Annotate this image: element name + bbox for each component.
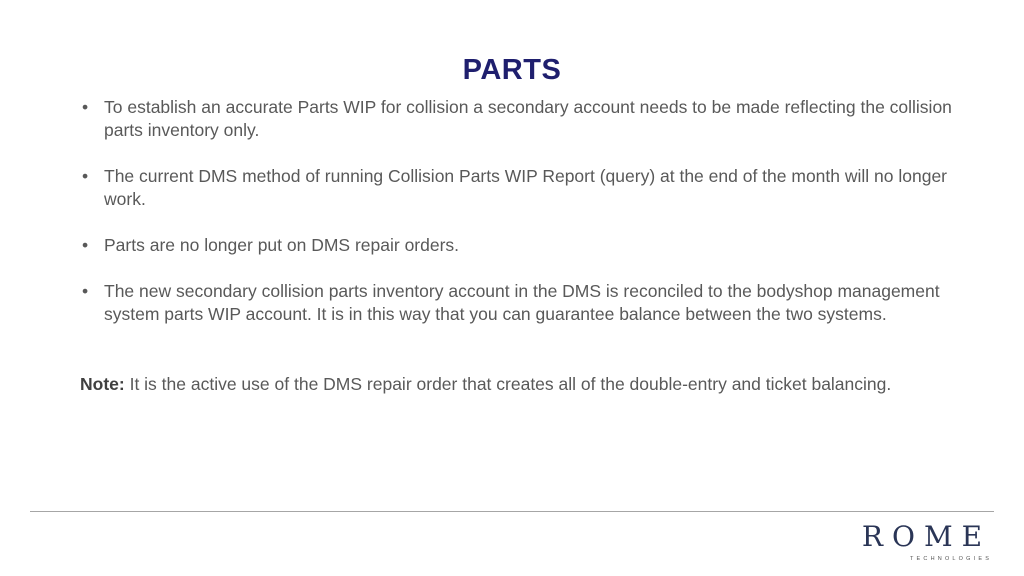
bullet-item [80,234,960,257]
logo-wordmark: ROME [861,520,992,553]
note-paragraph [80,373,960,396]
bullet-item [80,280,960,326]
bullet-item [80,96,960,142]
note-text: It is the active use of the DMS repair order that creates all of the double-entry and ticket balancing. [124,374,892,394]
bullet-marker: • [82,281,89,301]
bullet-list [80,96,960,349]
bullet-text: To establish an accurate Parts WIP for collision a secondary account needs to be made reflecting the collision parts inventory only. [104,97,952,140]
company-logo [850,520,994,568]
bullet-marker: • [82,166,89,186]
note-label: Note: [80,374,125,394]
bullet-text: Parts are no longer put on DMS repair orders. [104,235,460,255]
bullet-marker: • [82,235,89,255]
bullet-marker: • [82,97,89,117]
bullet-text: The new secondary collision parts inventory account in the DMS is reconciled to the bodyshop management system parts WIP account. It is in this way that you can guarantee balance between the two systems. [104,281,940,324]
bullet-text: The current DMS method of running Collision Parts WIP Report (query) at the end of the month will no longer work. [104,166,947,209]
logo-subtitle: TECHNOLOGIES [910,556,993,562]
bullet-item [80,165,960,211]
slide-title: PARTS [462,54,562,86]
footer-divider [30,511,994,512]
